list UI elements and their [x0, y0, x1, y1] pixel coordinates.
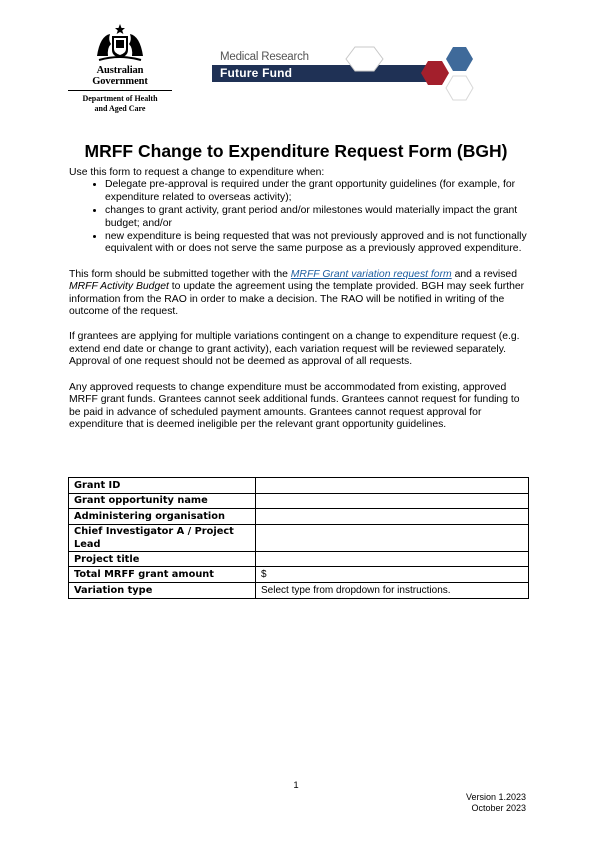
hexagon-icon — [212, 45, 477, 103]
list-item: • new expenditure is being requested that was not previously approved and is not functionally equivalent with or does not serve the same purpose as a previously approved expenditure. — [105, 231, 529, 256]
table-row — [69, 493, 529, 509]
table-row — [69, 478, 529, 494]
bullet-list — [69, 179, 529, 255]
mrff-line2: Future Fund — [220, 66, 293, 80]
coat-of-arms-icon — [93, 22, 147, 64]
administering-organisation-field[interactable] — [256, 509, 529, 525]
grant-opportunity-field[interactable] — [256, 493, 529, 509]
project-title-field[interactable] — [256, 551, 529, 567]
paragraph-submission: This form should be submitted together with the MRFF Grant variation request form and a revised MRFF Activity Budget to update the agreement using the template provided. BGH may seek further information from the RAO in order to make a decision. The RAO will be notified in writing of the outcome of the request. — [69, 268, 525, 318]
document-body — [69, 167, 529, 431]
page-number: 1 — [293, 780, 299, 791]
chief-investigator-field[interactable] — [256, 524, 529, 551]
table-row — [69, 509, 529, 525]
australian-government-logo — [68, 22, 172, 114]
list-item: • Delegate pre-approval is required under the grant opportunity guidelines (for example, for expenditure related to overseas activity); — [105, 179, 529, 204]
intro-text: Use this form to request a change to expenditure when: — [69, 167, 325, 178]
mrff-logo — [212, 45, 477, 103]
row-label: Chief Investigator A / Project Lead — [69, 524, 256, 551]
variation-type-dropdown[interactable]: Select type from dropdown for instructions. — [256, 582, 529, 598]
list-item: • changes to grant activity, grant period and/or milestones would materially impact the grant budget; and/or — [105, 205, 529, 230]
page-title: MRFF Change to Expenditure Request Form (BGH) — [84, 141, 508, 161]
row-label: Variation type — [69, 582, 256, 598]
table-row — [69, 567, 529, 583]
row-label: Total MRFF grant amount — [69, 567, 256, 583]
grant-id-field[interactable] — [256, 478, 529, 494]
row-label: Administering organisation — [69, 509, 256, 525]
version-info: Version 1.2023 October 2023 — [465, 792, 526, 813]
mrff-line1: Medical Research — [220, 51, 309, 63]
row-label: Grant ID — [69, 478, 256, 494]
grant-amount-field[interactable]: $ — [256, 567, 529, 583]
grant-details-table — [68, 477, 529, 599]
row-label: Project title — [69, 551, 256, 567]
grant-variation-form-link[interactable]: MRFF Grant variation request form — [290, 268, 452, 280]
table-row — [69, 551, 529, 567]
dept-name: Department of Health and Aged Care — [82, 94, 158, 113]
row-label: Grant opportunity name — [69, 493, 256, 509]
gov-name: Australian Government — [68, 65, 172, 91]
table-row — [69, 582, 529, 598]
paragraph-approved-requests: Any approved requests to change expenditure must be accommodated from existing, approved MRFF grant funds. Grantees cannot seek additional funds. Grantees cannot request for funding to be paid in advance of scheduled payment amounts. Grantees cannot request approval for expenditure that is deemed ineligible per the relevant grant opportunity guidelines. — [69, 381, 520, 430]
table-row — [69, 524, 529, 551]
paragraph-multiple-variations: If grantees are applying for multiple variations contingent on a change to expenditure request (e.g. extend end date or change to grant activity), each variation request will be reviewed separately. Approval of one request should not be deemed as approval of all requests. — [69, 331, 520, 368]
